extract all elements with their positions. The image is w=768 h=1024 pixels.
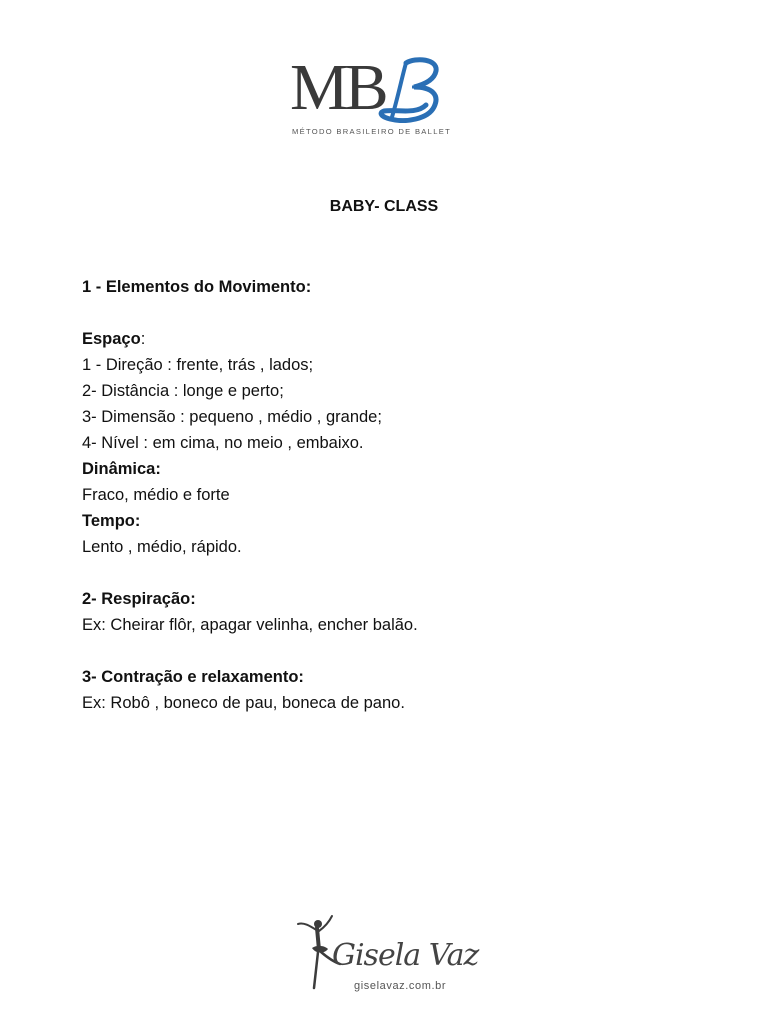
footer-brand xyxy=(296,912,479,997)
tempo-label: Tempo: xyxy=(82,512,141,530)
espaco-item: 1 - Direção : frente, trás , lados; xyxy=(82,356,314,374)
spacer xyxy=(82,638,702,664)
section1-heading: 1 - Elementos do Movimento: xyxy=(82,278,312,296)
logo-script-b-icon xyxy=(376,57,446,123)
website-url: giselavaz.com.br xyxy=(354,980,447,992)
dinamica-label: Dinâmica: xyxy=(82,460,161,478)
espaco-item: 4- Nível : em cima, no meio , embaixo. xyxy=(82,434,364,452)
section2-text: Ex: Cheirar flôr, apagar velinha, encher balão. xyxy=(82,616,418,634)
espaco-line xyxy=(82,326,702,352)
tempo-text: Lento , médio, rápido. xyxy=(82,538,242,556)
logo-tagline: MÉTODO BRASILEIRO DE BALLET xyxy=(292,127,452,136)
logo-letters: MB xyxy=(290,51,385,124)
section3-heading: 3- Contração e relaxamento: xyxy=(82,668,304,686)
document-body xyxy=(82,274,702,716)
document-title: BABY- CLASS xyxy=(329,198,439,215)
espaco-item: 3- Dimensão : pequeno , médio , grande; xyxy=(82,408,382,426)
spacer xyxy=(82,560,702,586)
signature-logo: Gisela Vaz xyxy=(332,938,479,973)
espaco-label: Espaço xyxy=(82,330,141,348)
spacer xyxy=(82,300,702,326)
section2-heading: 2- Respiração: xyxy=(82,590,196,608)
espaco-colon: : xyxy=(140,330,146,348)
mbb-logo xyxy=(290,51,452,140)
section3-text: Ex: Robô , boneco de pau, boneca de pano. xyxy=(82,694,405,712)
espaco-item: 2- Distância : longe e perto; xyxy=(82,382,284,400)
dinamica-text: Fraco, médio e forte xyxy=(82,486,230,504)
